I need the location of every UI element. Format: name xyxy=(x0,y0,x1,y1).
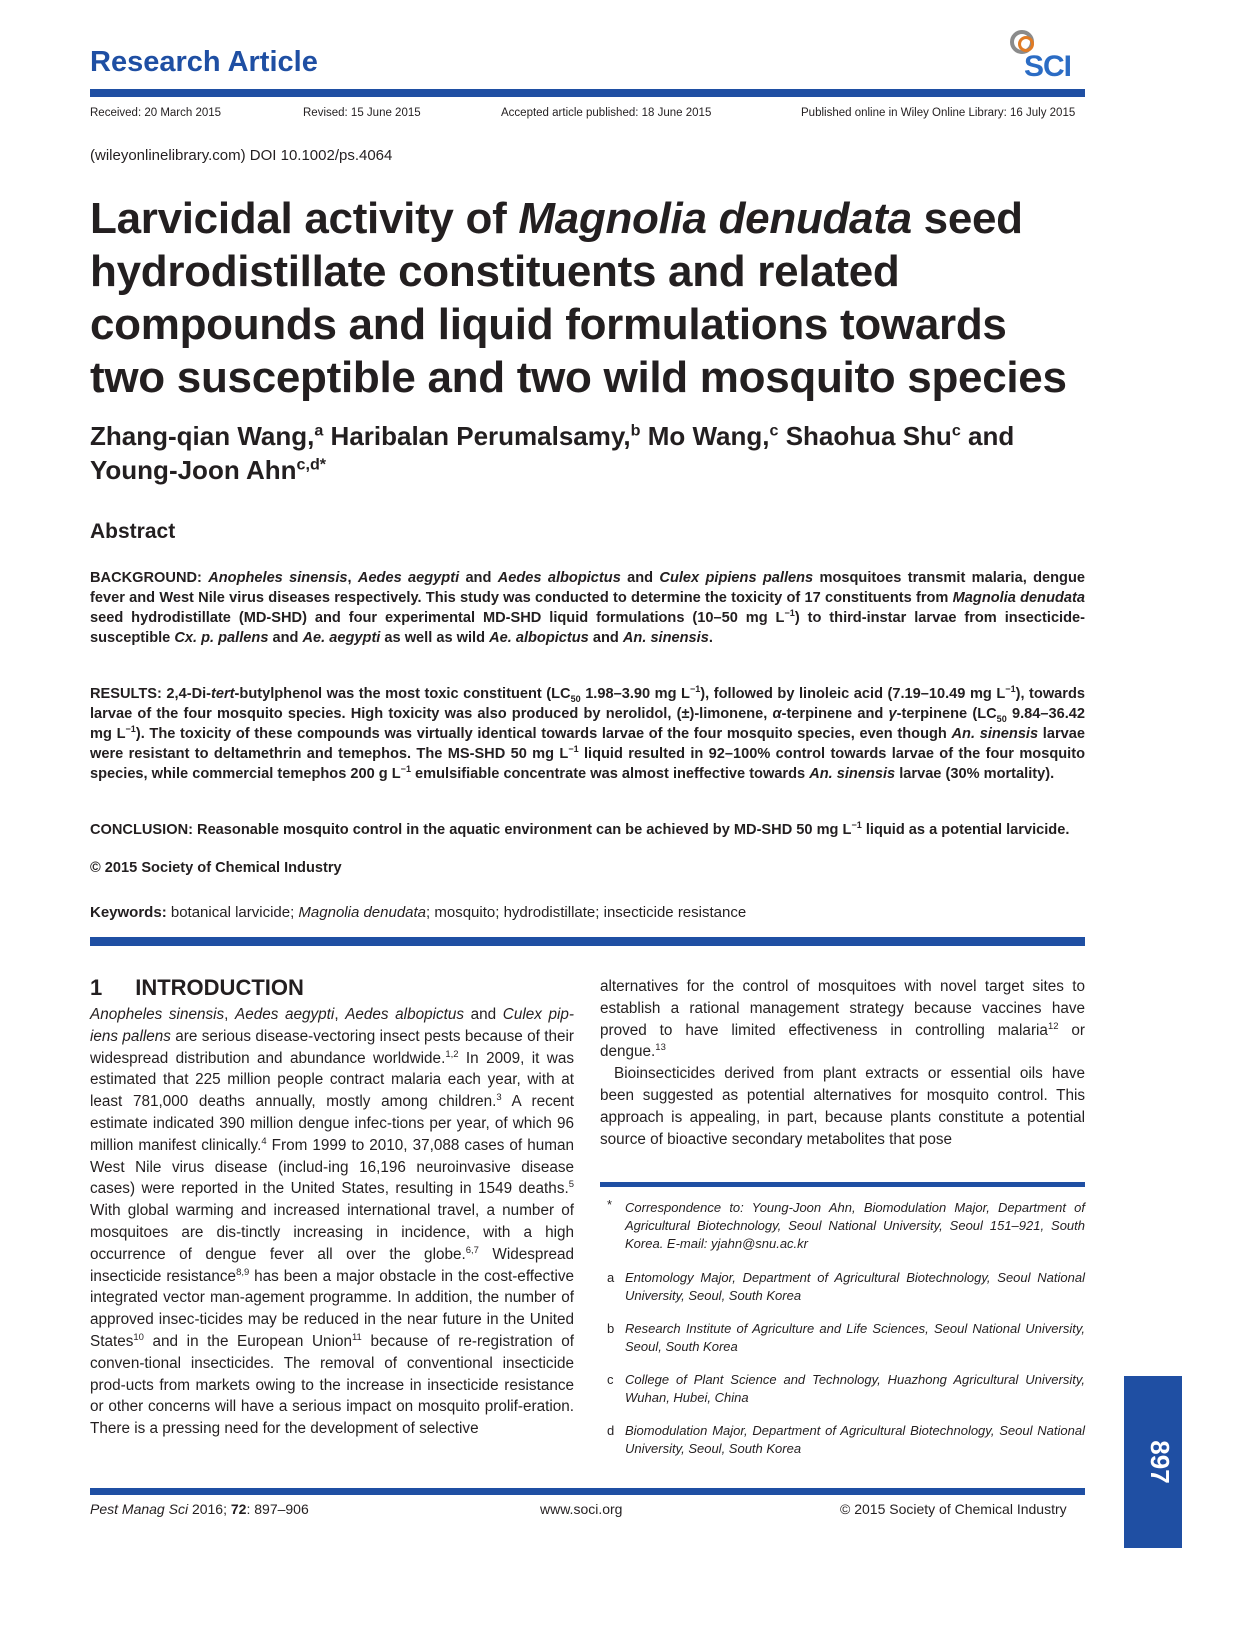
author-list: Zhang-qian Wang,$^a$ Haribalan Perumalsamy,$^b$ Mo Wang,$^c$ Shaohua Shu$^c$ and Young-Joon Ahn$^{c,d*}$ xyxy=(90,421,1015,485)
section-rule xyxy=(90,937,1085,946)
website-link[interactable]: www.soci.org xyxy=(540,1501,623,1517)
footnote-rule xyxy=(600,1182,1085,1187)
abstract-conclusion: CONCLUSION: Reasonable mosquito control in the aquatic environment can be achieved by MD-SHD 50 mg $L^{-1}$ liquid as a potential larvicide. xyxy=(90,820,1070,838)
intro-heading: 1 INTRODUCTION xyxy=(90,975,304,1000)
footnote-affiliation-d: d Biomodulation Major, Department of Agricultural Biotechnology, Seoul National University, Seoul, South Korea xyxy=(607,1423,1085,1456)
page-number-tab xyxy=(1124,1376,1182,1548)
abstract-background: BACKGROUND: Anopheles sinensis, Aedes aegypti and Aedes albopictus and Culex pipiens pallens mosquitoes transmit malaria, dengue fever and West Nile virus diseases respectively. This study was conducted to determine the toxicity of 17 constituents from Magnolia denudata seed hydrodistillate (MD-SHD) and four experimental MD-SHD liquid formulations (10–50 mg $L^{-1}$) to third-instar larvae from insecticide-susceptible Cx. p. pallens and Ae. aegypti as well as wild Ae. albopictus and An. sinensis. xyxy=(90,570,1086,646)
footnote-affiliation-b: b Research Institute of Agriculture and Life Sciences, Seoul National University, Seoul, South Korea xyxy=(607,1321,1085,1354)
section-label: Research Article xyxy=(90,46,318,78)
footer-copyright: © 2015 Society of Chemical Industry xyxy=(840,1501,1067,1517)
keywords: Keywords: botanical larvicide; Magnolia denudata; mosquito; hydrodistillate; insecticide resistance xyxy=(90,904,747,921)
revised-date: Revised: 15 June 2015 xyxy=(303,107,421,119)
abstract-heading: Abstract xyxy=(90,520,176,543)
abstract-results: RESULTS: 2,4-Di-tert-butylphenol was the most toxic constituent ($LC_{50}$ 1.98–3.90 mg $L^{-1}$), followed by linoleic acid (7.19–10.49 mg $L^{-1}$), towards larvae of the four mosquito species. High toxicity was also produced by nerolidol, (±)-limonene, α-terpinene and γ-terpinene ($LC_{50}$ 9.84–36.42 mg $L^{-1}$). The toxicity of these compounds was virtually identical towards larvae of the four mosquito species, even though An. sinensis larvae were resistant to deltamethrin and temephos. The MS-SHD 50 mg $L^{-1}$ liquid resulted in 92–100% control towards larvae of the four mosquito species, while commercial temephos 200 g $L^{-1}$ emulsifiable concentrate was almost ineffective towards An. sinensis larvae (30% mortality). xyxy=(90,684,1085,782)
intro-right-column: alternatives for the control of mosquitoes with novel target sites to establish a rational management strategy because vaccines have proved to have limited effectiveness in controlling malaria$^{12}$ or dengue.$^{13}$ Bioinsecticides derived from plant extracts or essential oils have been suggested as potential alternatives for mosquito control. This approach is appealing, in part, because plants constitute a potential source of bioactive secondary metabolites that pose xyxy=(600,978,1085,1148)
abstract-copyright: © 2015 Society of Chemical Industry xyxy=(90,860,342,876)
footnote-affiliation-c: c College of Plant Science and Technology, Huazhong Agricultural University, Wuhan, Hubei, China xyxy=(607,1372,1085,1405)
received-date: Received: 20 March 2015 xyxy=(90,107,222,119)
article-title: Larvicidal activity of Magnolia denudata seed hydrodistillate constituents and related compounds and liquid formulations towards two susceptible and two wild mosquito species xyxy=(90,194,1067,402)
logo-text: SCI xyxy=(1024,50,1072,83)
footnote-correspondence: * Correspondence to: Young-Joon Ahn, Biomodulation Major, Department of Agricultural Biotechnology, Seoul National University, Seoul 151–921, South Korea. E-mail: yjahn@snu.ac.kr xyxy=(607,1197,1085,1251)
page-number: 897 xyxy=(1145,1440,1175,1484)
sci-logo xyxy=(1010,28,1088,82)
top-rule xyxy=(90,89,1085,97)
footer-rule xyxy=(90,1488,1085,1495)
footnote-affiliation-a: a Entomology Major, Department of Agricultural Biotechnology, Seoul National University, Seoul, South Korea xyxy=(607,1270,1085,1303)
accepted-date: Accepted article published: 18 June 2015 xyxy=(501,107,712,119)
doi[interactable]: (wileyonlinelibrary.com) DOI 10.1002/ps.4064 xyxy=(90,147,393,164)
published-date: Published online in Wiley Online Library: 16 July 2015 xyxy=(801,107,1076,119)
journal-citation: Pest Manag Sci 2016; 72: 897–906 xyxy=(90,1501,309,1517)
intro-left-column: Anopheles sinensis, Aedes aegypti, Aedes albopictus and Culex pip-iens pallens are serious disease-vectoring insect pests because of their widespread distribution and abundance worldwide.$^{1,2}$ In 2009, it was estimated that 225 million people contract malaria each year, with at least 781,000 deaths annually, mostly among children.$^3$ A recent estimate indicated 390 million dengue infec-tions per year, of which 96 million manifest clinically.$^4$ From 1999 to 2010, 37,088 cases of human West Nile virus disease (includ-ing 16,196 neuroinvasive disease cases) were reported in the United States, resulting in 1549 deaths.$^5$ With global warming and increased international travel, a number of mosquitoes are dis-tinctly increasing in incidence, with a high occurrence of dengue fever all over the globe.$^{6,7}$ Widespread insecticide resistance$^{8,9}$ has been a major obstacle in the cost-effective integrated vector man-agement programme. In addition, the number of approved insec-ticides may be reduced in the near future in the United States$^{10}$ and in the European Union$^{11}$ because of re-registration of conven-tional insecticides. The removal of conventional insecticide prod-ucts from markets owing to the increase in insecticide resistance or other concerns will have a serious impact on mosquito prolif-eration. There is a pressing need for the development of selective xyxy=(90,1006,575,1438)
